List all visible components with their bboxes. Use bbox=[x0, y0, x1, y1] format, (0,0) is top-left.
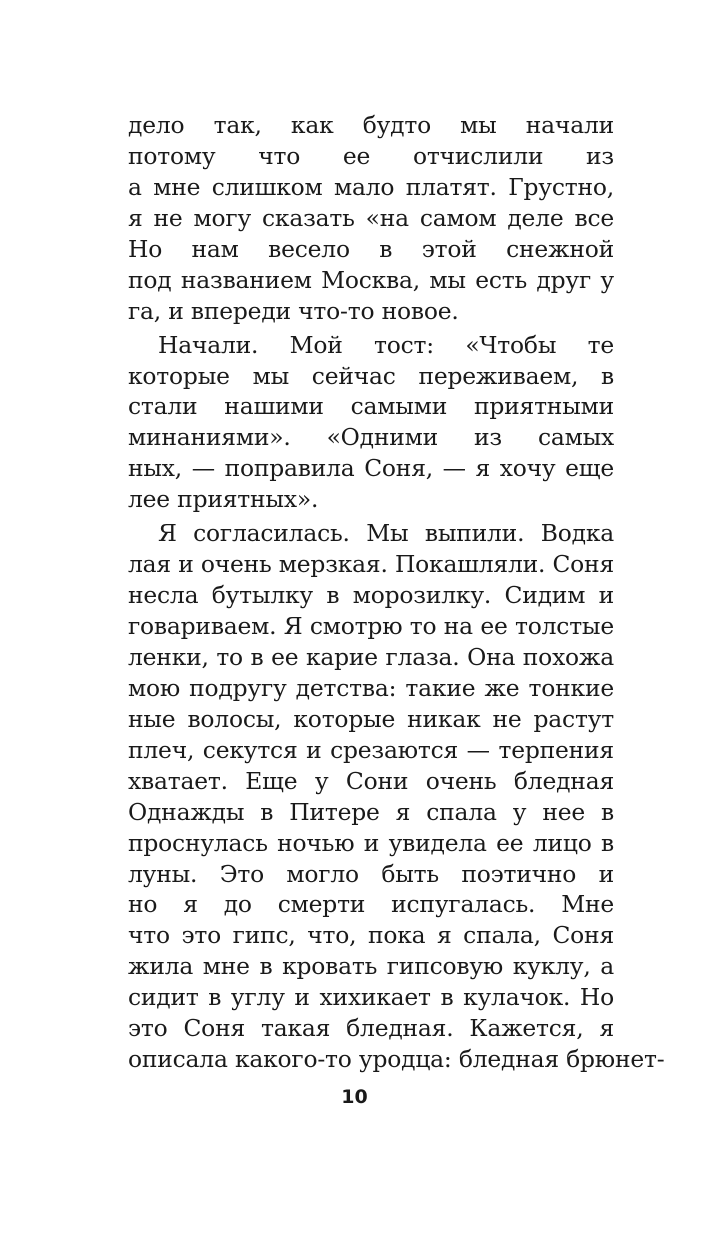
text-line: сидит в углу и хихикает в кулачок. Но bbox=[128, 983, 614, 1012]
text-line: а мне слишком мало платят. Грустно, bbox=[128, 172, 614, 201]
text-line: га, и впереди что-то новое. bbox=[128, 296, 459, 325]
text-line: я не могу сказать «на самом деле все bbox=[128, 203, 614, 232]
text-line: что это гипс, что, пока я спала, Соня bbox=[128, 921, 614, 950]
text-line: описала какого-то уродца: бледная брюнет- bbox=[128, 1045, 665, 1074]
text-line: это Соня такая бледная. Кажется, я bbox=[128, 1014, 614, 1043]
text-line: ленки, то в ее карие глаза. Она похожа bbox=[128, 642, 614, 671]
text-line: Но нам весело в этой снежной bbox=[128, 234, 614, 263]
text-line: хватает. Еще у Сони очень бледная bbox=[128, 766, 614, 795]
text-line: стали нашими самыми приятными bbox=[128, 392, 614, 421]
text-line: дело так, как будто мы начали bbox=[128, 111, 614, 139]
paragraph bbox=[128, 330, 614, 516]
text-line: но я до смерти испугалась. Мне bbox=[128, 890, 614, 919]
text-line: ные волосы, которые никак не растут bbox=[128, 704, 614, 733]
text-line: потому что ее отчислили из bbox=[128, 141, 614, 170]
text-line: под названием Москва, мы есть друг у bbox=[128, 265, 614, 294]
text-line: лее приятных». bbox=[128, 485, 319, 514]
body-text bbox=[128, 110, 665, 1075]
text-line: ных, — поправила Соня, — я хочу еще bbox=[128, 454, 614, 483]
text-line: Начали. Мой тост: «Чтобы те bbox=[158, 330, 614, 359]
text-line: лая и очень мерзкая. Покашляли. Соня bbox=[128, 550, 614, 579]
text-line: луны. Это могло быть поэтично и bbox=[128, 859, 614, 888]
paragraph bbox=[128, 518, 665, 1075]
text-line: говариваем. Я смотрю то на ее толстые bbox=[128, 612, 614, 640]
text-line: плеч, секутся и срезаются — терпения bbox=[128, 735, 614, 764]
text-line: проснулась ночью и увидела ее лицо в bbox=[128, 828, 614, 857]
text-line: минаниями». «Одними из самых bbox=[128, 423, 614, 452]
text-line: Однажды в Питере я спала у нее в bbox=[128, 797, 614, 826]
text-line: мою подругу детства: такие же тонкие bbox=[128, 673, 614, 702]
paragraph bbox=[128, 110, 614, 327]
text-line: Я согласилась. Мы выпили. Водка bbox=[158, 519, 614, 548]
page-number: 10 bbox=[341, 1086, 368, 1108]
text-line: жила мне в кровать гипсовую куклу, а bbox=[128, 952, 614, 981]
text-line: которые мы сейчас переживаем, в bbox=[128, 361, 614, 390]
text-line: несла бутылку в морозилку. Сидим и bbox=[128, 581, 614, 610]
